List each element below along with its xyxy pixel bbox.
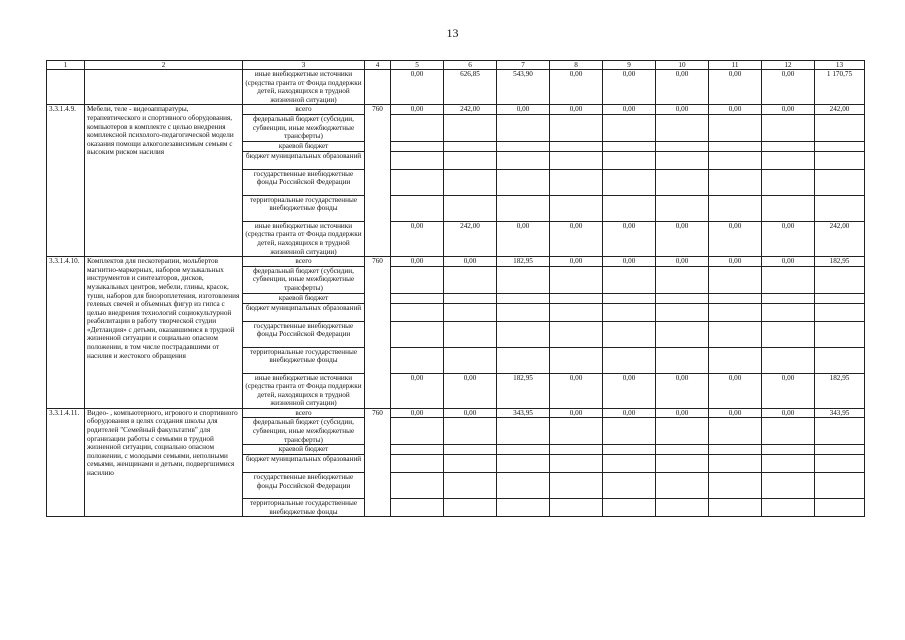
value-cell [444, 499, 497, 517]
funding-source: территориальные государственные внебюджетные фонды [243, 347, 365, 373]
value-cell [391, 114, 444, 141]
value-cell: 182,95 [497, 373, 550, 408]
value-cell [815, 169, 865, 195]
value-cell [815, 266, 865, 293]
funding-source: краевой бюджет [243, 445, 365, 455]
value-cell [391, 499, 444, 517]
department-code: 760 [365, 257, 391, 409]
value-cell: 0,00 [391, 221, 444, 256]
value-cell [497, 266, 550, 293]
value-cell [656, 195, 709, 221]
value-cell: 0,00 [497, 105, 550, 115]
value-cell [497, 169, 550, 195]
value-cell: 343,95 [815, 408, 865, 418]
value-cell [815, 195, 865, 221]
value-cell: 0,00 [603, 408, 656, 418]
value-cell: 182,95 [815, 257, 865, 267]
column-number: 1 [47, 61, 85, 70]
value-cell [550, 303, 603, 321]
value-cell: 0,00 [550, 105, 603, 115]
value-cell [550, 499, 603, 517]
value-cell [497, 418, 550, 445]
value-cell: 0,00 [550, 408, 603, 418]
value-cell [550, 151, 603, 169]
item-description: Видео- , компьютерного, игрового и спортивного оборудования в целях создания школы для родителей "Семейный факультатив" для организации работы с семьями в трудной жизненной ситуации, социально опасном положении, с молодыми семьями, неполными семьями, женщинами и детьми, подвергшимися насилию [85, 408, 243, 517]
funding-source: краевой бюджет [243, 141, 365, 151]
value-cell [550, 418, 603, 445]
value-cell [444, 114, 497, 141]
value-cell [497, 473, 550, 499]
value-cell: 242,00 [815, 105, 865, 115]
value-cell: 543,90 [497, 70, 550, 105]
value-cell [497, 114, 550, 141]
value-cell [762, 195, 815, 221]
value-cell [391, 473, 444, 499]
column-number: 4 [365, 61, 391, 70]
value-cell: 0,00 [603, 221, 656, 256]
table-body [47, 61, 865, 517]
value-cell: 242,00 [815, 221, 865, 256]
value-cell: 0,00 [603, 70, 656, 105]
value-cell [709, 473, 762, 499]
value-cell [391, 195, 444, 221]
column-number: 8 [550, 61, 603, 70]
value-cell: 0,00 [762, 373, 815, 408]
value-cell [391, 169, 444, 195]
value-cell [709, 195, 762, 221]
value-cell [603, 499, 656, 517]
value-cell [550, 455, 603, 473]
column-number: 6 [444, 61, 497, 70]
value-cell [815, 347, 865, 373]
value-cell [603, 151, 656, 169]
value-cell [550, 445, 603, 455]
funding-source: всего [243, 257, 365, 267]
value-cell: 0,00 [656, 221, 709, 256]
funding-source: государственные внебюджетные фонды Российской Федерации [243, 169, 365, 195]
value-cell [444, 151, 497, 169]
value-cell: 0,00 [550, 373, 603, 408]
value-cell [656, 499, 709, 517]
value-cell [603, 473, 656, 499]
table-row [47, 70, 865, 105]
value-cell: 0,00 [709, 105, 762, 115]
value-cell [709, 321, 762, 347]
funding-source: федеральный бюджет (субсидии, субвенции, иные межбюджетные трансферты) [243, 418, 365, 445]
value-cell [497, 445, 550, 455]
value-cell [709, 293, 762, 303]
value-cell: 0,00 [603, 105, 656, 115]
column-number-row [47, 61, 865, 70]
value-cell [656, 151, 709, 169]
page-number: 13 [446, 26, 459, 40]
item-description: Мебели, теле - видеоаппаратуры, терапевтического и спортивного оборудования, компьютеров в комплекте с целью внедрения комплексной психолого-педагогической модели оказания помощи алкоголезависимым семьям с высоким риском насилия [85, 105, 243, 257]
value-cell [656, 418, 709, 445]
value-cell [391, 321, 444, 347]
value-cell [603, 141, 656, 151]
value-cell [762, 266, 815, 293]
value-cell: 182,95 [815, 373, 865, 408]
value-cell [762, 169, 815, 195]
value-cell [815, 445, 865, 455]
item-number [47, 70, 85, 105]
value-cell [815, 499, 865, 517]
value-cell: 0,00 [391, 257, 444, 267]
table-row [47, 257, 865, 267]
value-cell: 182,95 [497, 257, 550, 267]
value-cell [656, 321, 709, 347]
value-cell: 242,00 [444, 105, 497, 115]
value-cell [815, 473, 865, 499]
value-cell [709, 455, 762, 473]
table-row [47, 408, 865, 418]
value-cell [603, 303, 656, 321]
value-cell: 0,00 [391, 408, 444, 418]
value-cell [815, 418, 865, 445]
value-cell: 0,00 [444, 373, 497, 408]
value-cell: 0,00 [444, 257, 497, 267]
funding-source: краевой бюджет [243, 293, 365, 303]
value-cell [656, 141, 709, 151]
value-cell [709, 151, 762, 169]
value-cell [444, 293, 497, 303]
value-cell [550, 347, 603, 373]
value-cell [762, 141, 815, 151]
value-cell [656, 347, 709, 373]
value-cell [497, 195, 550, 221]
value-cell: 626,85 [444, 70, 497, 105]
column-number: 7 [497, 61, 550, 70]
value-cell [391, 445, 444, 455]
value-cell: 0,00 [550, 257, 603, 267]
value-cell: 0,00 [762, 221, 815, 256]
value-cell [497, 499, 550, 517]
value-cell: 0,00 [391, 373, 444, 408]
value-cell [762, 347, 815, 373]
value-cell: 0,00 [656, 408, 709, 418]
value-cell [497, 141, 550, 151]
value-cell [762, 151, 815, 169]
value-cell [550, 266, 603, 293]
value-cell [709, 169, 762, 195]
item-description [85, 70, 243, 105]
value-cell [656, 114, 709, 141]
value-cell: 0,00 [656, 257, 709, 267]
funding-source: государственные внебюджетные фонды Российской Федерации [243, 473, 365, 499]
value-cell [709, 114, 762, 141]
value-cell [444, 321, 497, 347]
value-cell [603, 418, 656, 445]
funding-source: федеральный бюджет (субсидии, субвенции, иные межбюджетные трансферты) [243, 266, 365, 293]
funding-source: территориальные государственные внебюджетные фонды [243, 499, 365, 517]
value-cell [656, 455, 709, 473]
value-cell [815, 293, 865, 303]
value-cell: 0,00 [762, 257, 815, 267]
column-number: 10 [656, 61, 709, 70]
value-cell [603, 293, 656, 303]
column-number: 2 [85, 61, 243, 70]
value-cell: 0,00 [762, 70, 815, 105]
value-cell [762, 418, 815, 445]
table-row [47, 105, 865, 115]
value-cell [550, 473, 603, 499]
value-cell [497, 293, 550, 303]
value-cell [656, 303, 709, 321]
department-code: 760 [365, 408, 391, 517]
value-cell [444, 418, 497, 445]
value-cell: 1 170,75 [815, 70, 865, 105]
value-cell [497, 455, 550, 473]
value-cell: 0,00 [762, 408, 815, 418]
value-cell [762, 473, 815, 499]
value-cell [762, 114, 815, 141]
value-cell [762, 321, 815, 347]
value-cell: 0,00 [709, 373, 762, 408]
value-cell: 0,00 [391, 105, 444, 115]
value-cell: 0,00 [444, 408, 497, 418]
value-cell [444, 195, 497, 221]
value-cell [762, 499, 815, 517]
value-cell [815, 303, 865, 321]
value-cell [709, 445, 762, 455]
value-cell [603, 195, 656, 221]
column-number: 5 [391, 61, 444, 70]
value-cell [391, 347, 444, 373]
column-number: 11 [709, 61, 762, 70]
value-cell: 0,00 [656, 70, 709, 105]
value-cell [815, 151, 865, 169]
funding-source: государственные внебюджетные фонды Российской Федерации [243, 321, 365, 347]
value-cell [550, 195, 603, 221]
value-cell: 0,00 [709, 221, 762, 256]
value-cell [709, 266, 762, 293]
value-cell [656, 473, 709, 499]
value-cell [444, 266, 497, 293]
funding-source: всего [243, 105, 365, 115]
value-cell [550, 114, 603, 141]
value-cell [444, 303, 497, 321]
value-cell [391, 266, 444, 293]
column-number: 13 [815, 61, 865, 70]
value-cell [709, 499, 762, 517]
value-cell [497, 151, 550, 169]
value-cell [656, 266, 709, 293]
item-description: Комплектов для пескотерапии, мольбертов магнитно-маркерных, наборов музыкальных инструментов и синтезаторов, дисков, музыкальных центров, мебели, глины, красок, туши, наборов для биоэроплетения, изготовления гелевых свечей и объемных фигур из гипса с целью внедрения технологий социокультурной реабилитации в работу творческой студии «Детландия» с детьми, оказавшимися в трудной жизненной ситуации и социально опасном положении, в том числе пострадавшими от насилия и жестокого обращения [85, 257, 243, 409]
value-cell [391, 303, 444, 321]
funding-source: бюджет муниципальных образований [243, 303, 365, 321]
value-cell [603, 114, 656, 141]
value-cell [709, 141, 762, 151]
value-cell: 242,00 [444, 221, 497, 256]
value-cell: 0,00 [709, 408, 762, 418]
value-cell [550, 169, 603, 195]
funding-source: территориальные государственные внебюджетные фонды [243, 195, 365, 221]
value-cell [550, 293, 603, 303]
value-cell [391, 455, 444, 473]
item-number: 3.3.1.4.9. [47, 105, 85, 257]
funding-source: иные внебюджетные источники (средства гранта от Фонда поддержки детей, находящихся в трудной жизненной ситуации) [243, 70, 365, 105]
funding-source: иные внебюджетные источники (средства гранта от Фонда поддержки детей, находящихся в трудной жизненной ситуации) [243, 373, 365, 408]
value-cell [656, 445, 709, 455]
column-number: 3 [243, 61, 365, 70]
funding-source: иные внебюджетные источники (средства гранта от Фонда поддержки детей, находящихся в трудной жизненной ситуации) [243, 221, 365, 256]
value-cell: 0,00 [603, 373, 656, 408]
value-cell: 0,00 [656, 105, 709, 115]
value-cell [603, 455, 656, 473]
value-cell [815, 455, 865, 473]
value-cell [762, 455, 815, 473]
value-cell: 0,00 [709, 70, 762, 105]
value-cell: 0,00 [550, 221, 603, 256]
value-cell [497, 303, 550, 321]
value-cell: 0,00 [603, 257, 656, 267]
value-cell: 0,00 [709, 257, 762, 267]
value-cell [391, 418, 444, 445]
value-cell [550, 141, 603, 151]
value-cell [815, 141, 865, 151]
funding-source: бюджет муниципальных образований [243, 455, 365, 473]
column-number: 9 [603, 61, 656, 70]
value-cell [709, 418, 762, 445]
funding-source: всего [243, 408, 365, 418]
item-number: 3.3.1.4.10. [47, 257, 85, 409]
value-cell: 0,00 [497, 221, 550, 256]
funding-source: бюджет муниципальных образований [243, 151, 365, 169]
value-cell [709, 303, 762, 321]
value-cell [391, 141, 444, 151]
budget-table [46, 60, 865, 517]
value-cell [762, 303, 815, 321]
value-cell [603, 347, 656, 373]
value-cell [444, 141, 497, 151]
value-cell [444, 169, 497, 195]
value-cell [603, 169, 656, 195]
item-number: 3.3.1.4.11. [47, 408, 85, 517]
value-cell [815, 321, 865, 347]
value-cell [762, 445, 815, 455]
value-cell [656, 293, 709, 303]
value-cell [815, 114, 865, 141]
value-cell [550, 321, 603, 347]
value-cell [709, 347, 762, 373]
value-cell: 0,00 [656, 373, 709, 408]
value-cell [444, 347, 497, 373]
value-cell [762, 293, 815, 303]
department-code: 760 [365, 105, 391, 257]
value-cell [603, 445, 656, 455]
value-cell [497, 347, 550, 373]
value-cell [391, 151, 444, 169]
value-cell [603, 266, 656, 293]
value-cell [497, 321, 550, 347]
value-cell: 0,00 [762, 105, 815, 115]
department-code [365, 70, 391, 105]
value-cell: 343,95 [497, 408, 550, 418]
value-cell [444, 445, 497, 455]
value-cell [603, 321, 656, 347]
value-cell [444, 473, 497, 499]
value-cell [444, 455, 497, 473]
value-cell: 0,00 [391, 70, 444, 105]
value-cell: 0,00 [550, 70, 603, 105]
funding-source: федеральный бюджет (субсидии, субвенции, иные межбюджетные трансферты) [243, 114, 365, 141]
value-cell [656, 169, 709, 195]
value-cell [391, 293, 444, 303]
column-number: 12 [762, 61, 815, 70]
